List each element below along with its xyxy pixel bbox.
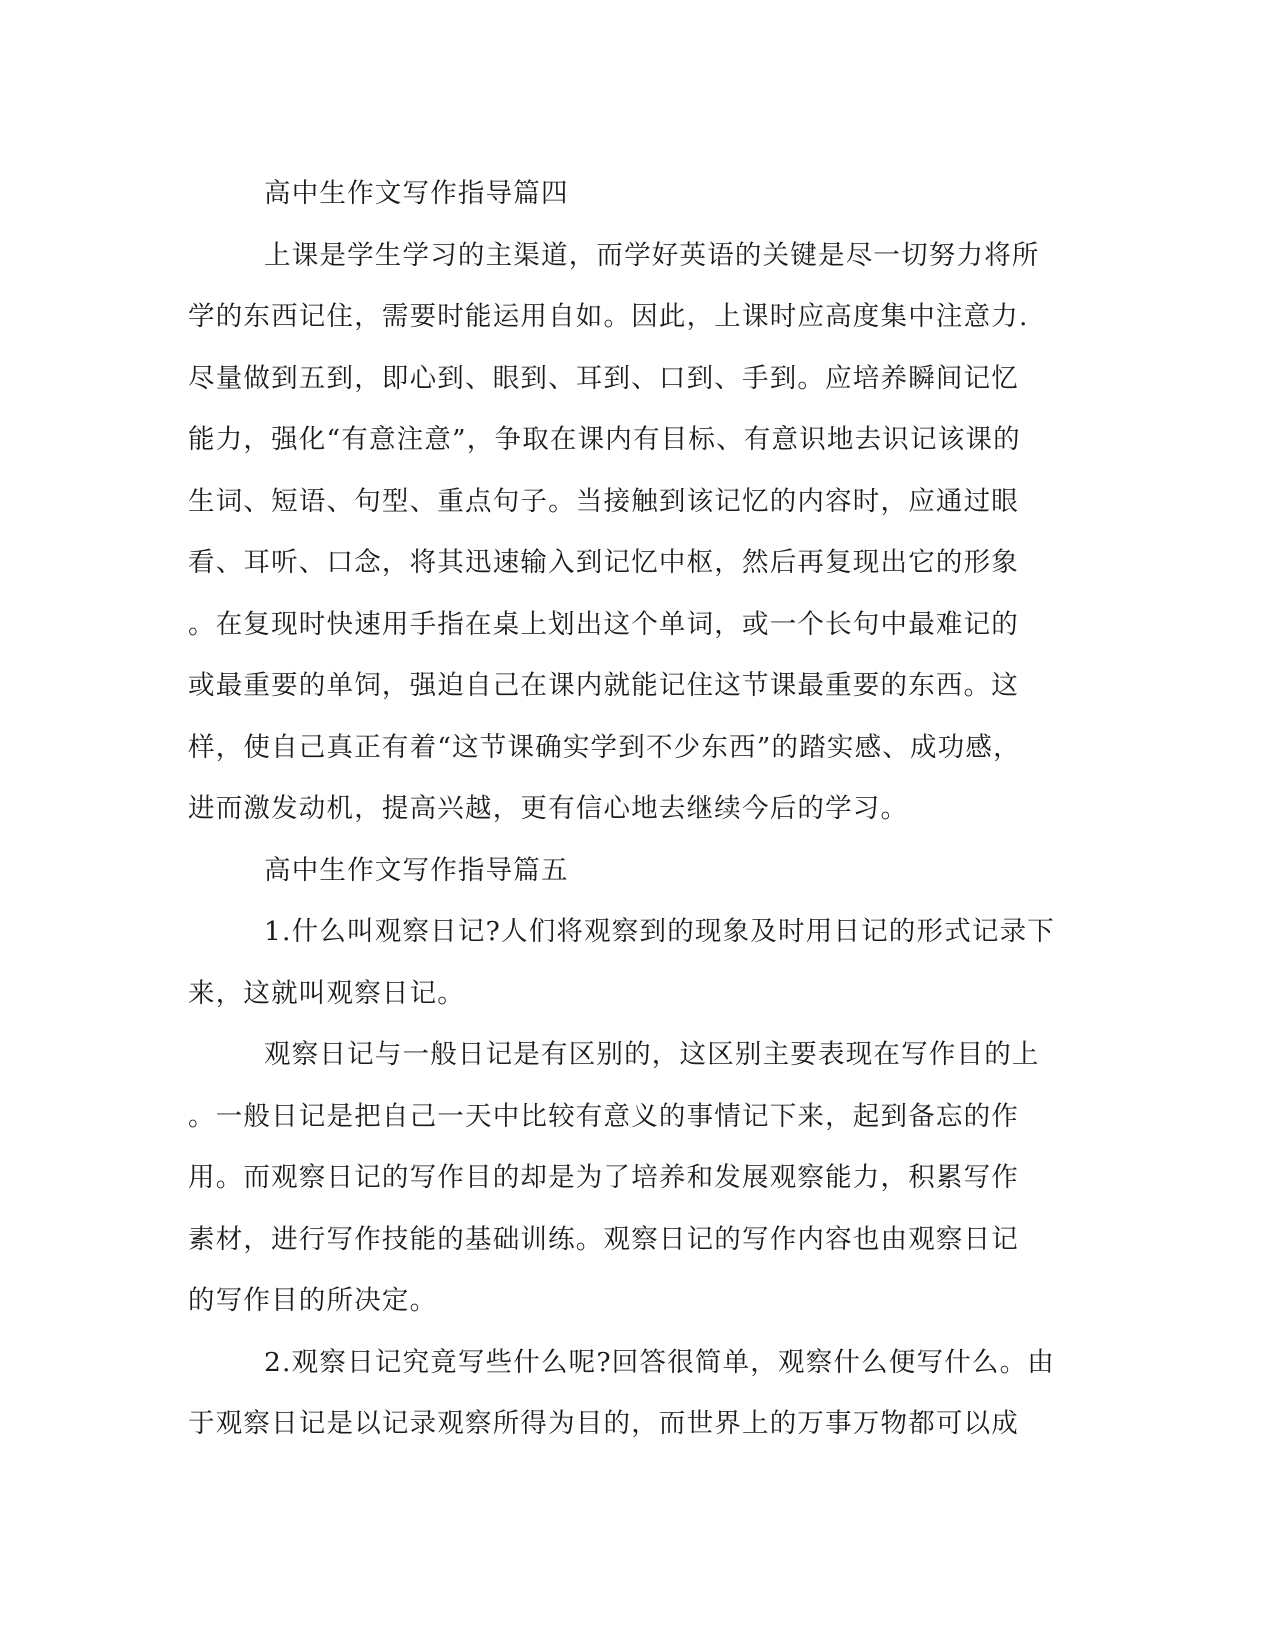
- paragraph-line: 2.观察日记究竟写些什么呢?回答很简单，观察什么便写什么。由: [264, 1346, 1055, 1378]
- paragraph-line: 于观察日记是以记录观察所得为目的，而世界上的万事万物都可以成: [188, 1408, 1019, 1439]
- heading-part-four: 高中生作文写作指导篇四: [264, 178, 569, 209]
- paragraph-line: 能力，强化“有意注意”，争取在课内有目标、有意识地去识记该课的: [188, 424, 1021, 455]
- paragraph-line: 或最重要的单饲，强迫自己在课内就能记住这节课最重要的东西。这: [188, 670, 1019, 701]
- paragraph-line: 样，使自己真正有着“这节课确实学到不少东西”的踏实感、成功感，: [188, 731, 1021, 763]
- paragraph-line: 生词、短语、句型、重点句子。当接触到该记忆的内容时，应通过眼: [188, 485, 1019, 517]
- paragraph-line: 来，这就叫观察日记。: [188, 977, 465, 1009]
- paragraph-line: 尽量做到五到，即心到、眼到、耳到、口到、手到。应培养瞬间记忆: [188, 362, 1019, 394]
- paragraph-line: 。一般日记是把自己一天中比较有意义的事情记下来，起到备忘的作: [188, 1100, 1019, 1132]
- paragraph-line: 1.什么叫观察日记?人们将观察到的现象及时用日记的形式记录下: [264, 916, 1055, 947]
- paragraph-line: 用。而观察日记的写作目的却是为了培养和发展观察能力，积累写作: [188, 1162, 1019, 1193]
- heading-part-five: 高中生作文写作指导篇五: [264, 854, 569, 886]
- paragraph-line: 学的东西记住，需要时能运用自如。因此，上课时应高度集中注意力.: [188, 301, 1029, 332]
- paragraph-line: 观察日记与一般日记是有区别的，这区别主要表现在写作目的上: [264, 1039, 1040, 1070]
- paragraph-line: 的写作目的所决定。: [188, 1285, 438, 1316]
- paragraph-line: 进而激发动机，提高兴越，更有信心地去继续今后的学习。: [188, 793, 909, 824]
- paragraph-line: 素材，进行写作技能的基础训练。观察日记的写作内容也由观察日记: [188, 1223, 1019, 1255]
- document-body: [188, 163, 1088, 1455]
- paragraph-line: 。在复现时快速用手指在桌上划出这个单词，或一个长句中最难记的: [188, 608, 1019, 640]
- paragraph-line: 看、耳听、口念，将其迅速输入到记忆中枢，然后再复现出它的形象: [188, 547, 1019, 578]
- paragraph-line: 上课是学生学习的主渠道，而学好英语的关键是尽一切努力将所: [264, 239, 1040, 271]
